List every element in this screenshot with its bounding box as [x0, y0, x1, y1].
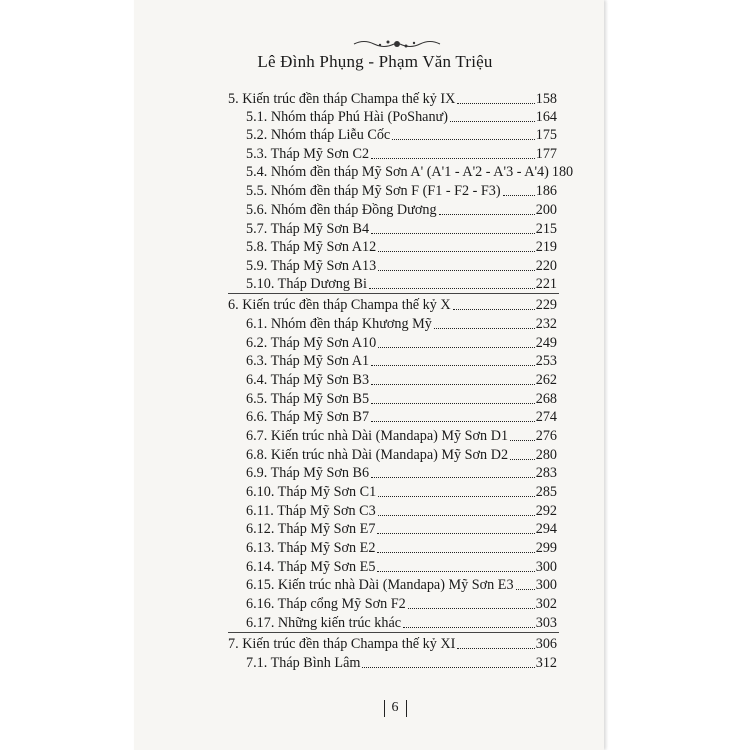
toc-subsection-entry[interactable] — [246, 575, 557, 594]
toc-subsection-entry[interactable] — [246, 274, 557, 293]
toc-entry-title: 6.11. Tháp Mỹ Sơn C3 — [246, 503, 376, 519]
toc-subsection-entry[interactable] — [246, 445, 557, 464]
dot-leader — [371, 233, 535, 234]
dot-leader — [369, 288, 535, 289]
running-header — [0, 52, 750, 72]
toc-entry-page: 280 — [535, 447, 557, 463]
toc-subsection-entry[interactable] — [246, 237, 557, 256]
toc-entry-page: 306 — [535, 636, 557, 652]
dot-leader — [377, 571, 534, 572]
toc-subsection-entry[interactable] — [246, 314, 557, 333]
toc-subsection-entry[interactable] — [246, 519, 557, 538]
toc-subsection-entry[interactable] — [246, 407, 557, 426]
dot-leader — [392, 139, 535, 140]
toc-entry-title: 6.10. Tháp Mỹ Sơn C1 — [246, 484, 377, 500]
toc-entry-page: 186 — [535, 183, 557, 199]
toc-entry-title: 5.4. Nhóm đền tháp Mỹ Sơn A' (A'1 - A'2 - A'3 - A'4) — [246, 164, 549, 180]
toc-entry-title: 6.17. Những kiến trúc khác — [246, 615, 402, 631]
toc-entry-title: 5.8. Tháp Mỹ Sơn A12 — [246, 239, 377, 255]
toc-entry-title: 7.1. Tháp Bình Lâm — [246, 655, 361, 671]
toc-section-entry[interactable] — [228, 89, 557, 108]
toc-subsection-entry[interactable] — [246, 463, 557, 482]
toc-entry-page: 249 — [535, 335, 557, 351]
toc-entry-title: 5.3. Tháp Mỹ Sơn C2 — [246, 146, 370, 162]
toc-entry-title: 5.10. Tháp Dương Bi — [246, 276, 367, 292]
toc-subsection-entry[interactable] — [246, 557, 557, 576]
dot-leader — [371, 477, 535, 478]
toc-subsection-entry[interactable] — [246, 144, 557, 163]
toc-subsection-entry[interactable] — [246, 389, 557, 408]
toc-entry-page: 300 — [535, 577, 557, 593]
toc-entry-title: 5.2. Nhóm tháp Liễu Cốc — [246, 127, 391, 143]
dot-leader — [453, 309, 535, 310]
dot-leader — [516, 589, 535, 590]
toc-subsection-entry[interactable] — [246, 219, 557, 238]
dot-leader — [377, 552, 534, 553]
dot-leader — [371, 403, 535, 404]
author-name-1: Lê Đình Phụng — [257, 52, 364, 71]
toc-subsection-entry[interactable] — [246, 370, 557, 389]
toc-subsection-entry[interactable] — [246, 594, 557, 613]
toc-subsection-entry[interactable] — [246, 501, 557, 520]
toc-entry-title: 6.12. Tháp Mỹ Sơn E7 — [246, 521, 376, 537]
dot-leader — [377, 533, 534, 534]
toc-subsection-entry[interactable] — [246, 538, 557, 557]
dot-leader — [457, 103, 534, 104]
toc-entry-page: 302 — [535, 596, 557, 612]
toc-entry-page: 219 — [535, 239, 557, 255]
dot-leader — [434, 328, 535, 329]
toc-entry-page: 268 — [535, 391, 557, 407]
toc-entry-page: 283 — [535, 465, 557, 481]
ornament-icon — [352, 38, 442, 50]
toc-entry-title: 6. Kiến trúc đền tháp Champa thế kỷ X — [228, 297, 451, 313]
dot-leader — [503, 195, 535, 196]
dot-leader — [450, 121, 535, 122]
toc-entry-page: 299 — [535, 540, 557, 556]
dot-leader — [378, 270, 535, 271]
toc-subsection-entry[interactable] — [246, 482, 557, 501]
toc-entry-page: 294 — [535, 521, 557, 537]
toc-entry-page: 300 — [535, 559, 557, 575]
toc-entry-title: 6.15. Kiến trúc nhà Dài (Mandapa) Mỹ Sơn E3 — [246, 577, 514, 593]
dot-leader — [378, 496, 535, 497]
toc-entry-page: 177 — [535, 146, 557, 162]
toc-entry-page: 164 — [535, 109, 557, 125]
toc-subsection-entry[interactable] — [246, 653, 557, 672]
toc-entry-page: 292 — [535, 503, 557, 519]
toc-subsection-entry[interactable] — [246, 256, 557, 275]
toc-entry-title: 5.1. Nhóm tháp Phú Hài (PoShanư) — [246, 109, 448, 125]
toc-entry-page: 232 — [535, 316, 557, 332]
toc-entry-title: 6.7. Kiến trúc nhà Dài (Mandapa) Mỹ Sơn D1 — [246, 428, 509, 444]
toc-subsection-entry[interactable] — [246, 426, 557, 445]
toc-entry-title: 5. Kiến trúc đền tháp Champa thế kỷ IX — [228, 91, 456, 107]
page-number-bar-right — [406, 700, 407, 717]
toc-entry-page: 312 — [535, 655, 557, 671]
toc-entry-title: 6.13. Tháp Mỹ Sơn E2 — [246, 540, 376, 556]
toc-entry-title: 6.8. Kiến trúc nhà Dài (Mandapa) Mỹ Sơn D2 — [246, 447, 509, 463]
dot-leader — [457, 648, 534, 649]
toc-subsection-entry[interactable] — [246, 613, 557, 632]
dot-leader — [371, 365, 535, 366]
page-number — [380, 698, 410, 718]
toc-entry-title: 5.6. Nhóm đền tháp Đồng Dương — [246, 202, 437, 218]
toc-subsection-entry[interactable] — [246, 351, 557, 370]
section-divider — [228, 632, 559, 633]
toc-entry-title: 6.6. Tháp Mỹ Sơn B7 — [246, 409, 370, 425]
dot-leader — [378, 515, 535, 516]
page-number-value: 6 — [391, 700, 399, 715]
dot-leader — [362, 667, 534, 668]
toc-entry-title: 6.1. Nhóm đền tháp Khương Mỹ — [246, 316, 432, 332]
dot-leader — [510, 440, 535, 441]
dot-leader — [439, 214, 535, 215]
dot-leader — [371, 384, 535, 385]
toc-entry-page: 215 — [535, 221, 557, 237]
toc-entry-title: 6.14. Tháp Mỹ Sơn E5 — [246, 559, 376, 575]
toc-entry-title: 5.7. Tháp Mỹ Sơn B4 — [246, 221, 370, 237]
dot-leader — [371, 158, 535, 159]
toc-subsection-entry[interactable] — [246, 200, 557, 219]
dot-leader — [408, 608, 535, 609]
header-separator: - — [368, 52, 375, 71]
toc-entry-page: 158 — [535, 91, 557, 107]
toc-entry-page: 276 — [535, 428, 557, 444]
toc-entry-title: 6.5. Tháp Mỹ Sơn B5 — [246, 391, 370, 407]
dot-leader — [371, 421, 535, 422]
toc-entry-page: 303 — [535, 615, 557, 631]
toc-section-entry[interactable] — [228, 295, 557, 314]
toc-entry-page: 253 — [535, 353, 557, 369]
toc-entry-title: 7. Kiến trúc đền tháp Champa thế kỷ XI — [228, 636, 456, 652]
author-name-2: Phạm Văn Triệu — [378, 52, 493, 71]
toc-subsection-entry[interactable] — [246, 333, 557, 352]
toc-entry-title: 6.3. Tháp Mỹ Sơn A1 — [246, 353, 370, 369]
dot-leader — [378, 347, 535, 348]
section-divider — [228, 293, 559, 294]
toc-entry-title: 6.16. Tháp cổng Mỹ Sơn F2 — [246, 596, 406, 612]
toc-entry-title: 5.9. Tháp Mỹ Sơn A13 — [246, 258, 377, 274]
toc-entry-page: 175 — [535, 127, 557, 143]
toc-subsection-entry[interactable] — [246, 125, 557, 144]
dot-leader — [510, 459, 535, 460]
toc-entry-page: 229 — [535, 297, 557, 313]
dot-leader — [378, 251, 535, 252]
dot-leader — [403, 627, 535, 628]
toc-entry-page: 180 — [551, 164, 574, 180]
toc-entry-title: 6.9. Tháp Mỹ Sơn B6 — [246, 465, 370, 481]
toc-entry-title: 6.4. Tháp Mỹ Sơn B3 — [246, 372, 370, 388]
toc-entry-title: 5.5. Nhóm đền tháp Mỹ Sơn F (F1 - F2 - F3) — [246, 183, 501, 199]
toc-subsection-entry[interactable] — [246, 162, 574, 181]
toc-entry-page: 200 — [535, 202, 557, 218]
toc-subsection-entry[interactable] — [246, 181, 557, 200]
toc-entry-page: 262 — [535, 372, 557, 388]
toc-entry-page: 220 — [535, 258, 557, 274]
toc-subsection-entry[interactable] — [246, 107, 557, 126]
toc-entry-page: 274 — [535, 409, 557, 425]
toc-entry-title: 6.2. Tháp Mỹ Sơn A10 — [246, 335, 377, 351]
toc-entry-page: 285 — [535, 484, 557, 500]
toc-entry-page: 221 — [535, 276, 557, 292]
toc-section-entry[interactable] — [228, 634, 557, 653]
